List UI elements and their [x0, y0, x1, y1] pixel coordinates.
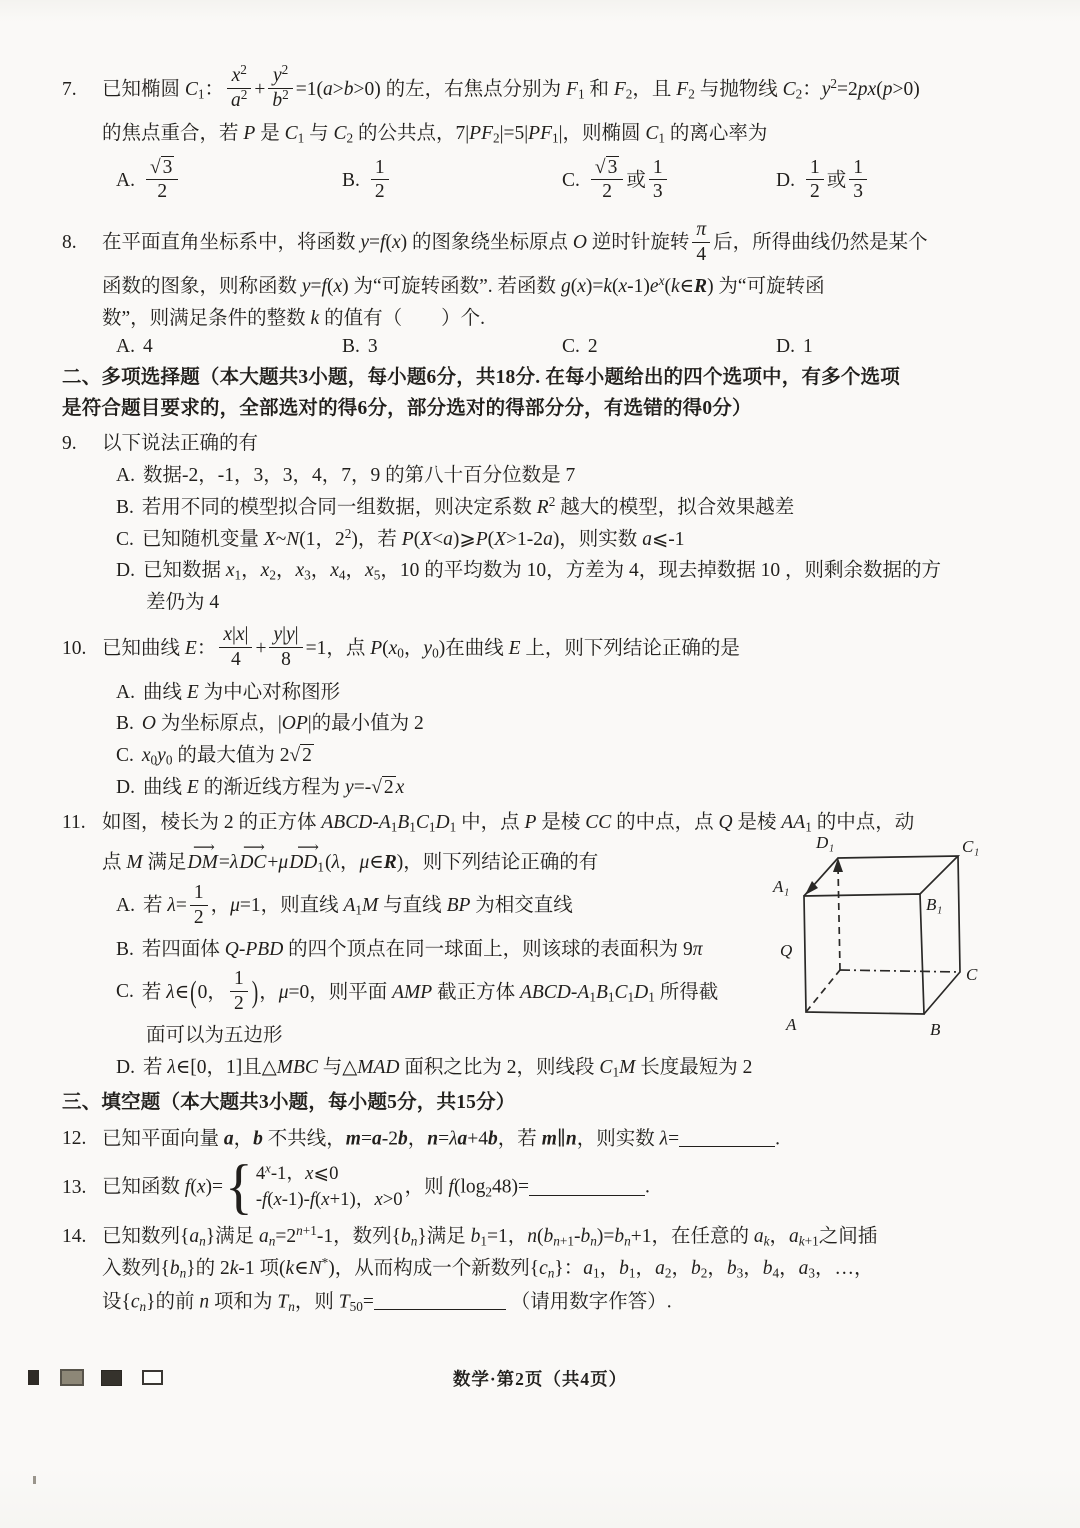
denominator: 2	[602, 181, 612, 203]
option-d: 差仍为 4	[146, 592, 220, 614]
question-13	[62, 1152, 1040, 1221]
option-letter: B.	[342, 335, 360, 357]
question-14	[62, 1222, 1040, 1317]
piecewise-cases	[224, 1152, 403, 1221]
option-a: A. 若 λ= $\frac{1}{2}$ ，μ=1，则直线 $A_1M$ 与直线 BP 为相交直线	[116, 881, 573, 928]
denominator: $b^2$	[272, 87, 289, 112]
question-text-line: 入数列$\{b_n\}$的 2k-1 项(k∈N*)，从而构成一个新数列$\{c_n\}$：$a_1$，$b_1$，$a_2$，$b_2$，$b_3$，$b_4$，$a_3$，…，	[102, 1255, 874, 1281]
denominator: $a^2$	[231, 87, 248, 112]
option-a: A. 数据-2，-1，3，3，4，7，9 的第八十百分位数是 7	[116, 465, 576, 486]
fraction	[849, 157, 867, 204]
options-row	[62, 336, 1040, 358]
heading-line: 三、填空题（本大题共3小题，每小题5分，共15分）	[62, 1091, 516, 1113]
option-c: C. 若 λ∈(0， $\frac{1}{2}$ )，μ=0，则平面 AMP 截正方体 ABCD-$A_1B_1C_1D_1$ 所得截	[116, 968, 719, 1014]
section-heading-fill-in	[62, 1088, 1040, 1118]
option-a	[116, 158, 342, 205]
question-text-line: 9. 以下说法正确的有	[62, 433, 259, 455]
fraction	[371, 157, 389, 204]
big-paren: (	[190, 977, 197, 1010]
option-letter: A.	[116, 681, 135, 703]
option-a: A. 4	[116, 335, 153, 357]
option-b	[342, 158, 562, 205]
question-text-line: 数”，则满足条件的整数 k 的值有（ ）个.	[102, 307, 485, 329]
denominator: 2	[809, 181, 820, 203]
option-letter: A.	[116, 895, 135, 917]
numerator: 1	[371, 157, 389, 181]
page-footer: 数学·第2页（共4页）	[452, 1369, 628, 1389]
option-letter: A.	[116, 169, 135, 191]
bold-vector: b	[488, 1128, 498, 1150]
question-number: 13.	[62, 1176, 87, 1198]
vector	[289, 838, 324, 876]
option-letter: D.	[776, 169, 795, 191]
option-letter: C.	[116, 981, 134, 1003]
question-number: 8.	[62, 232, 77, 254]
question-12	[62, 1123, 1040, 1154]
bold-vector: m	[345, 1128, 361, 1150]
bold-vector: a	[223, 1128, 234, 1150]
fraction	[649, 157, 667, 204]
denominator: 4	[231, 649, 241, 671]
bold-vector: b	[253, 1128, 263, 1150]
option-letter: B.	[342, 169, 360, 191]
question-text-line: 10. 已知曲线 E： $\frac{x|x|}{4}$ + $\frac{y|y|}{8}$ =1，点 $P(x_0$，$y_0$)在曲线 E 上，则下列结论正确的是	[62, 624, 740, 671]
question-text-line: 的焦点重合，若 P 是 $C_1$ 与 $C_2$ 的公共点，$7|PF_2|=5|PF_1|$，则椭圆 $C_1$ 的离心率为	[102, 122, 768, 146]
bold-vector: R	[694, 276, 708, 298]
question-text-line: 7. 已知椭圆 $C_1$： $\frac{x^2}{a^2}$ + $\frac{y^2}{b^2}$ =1(a>b>0) 的左，右焦点分别为 $F_1$ 和 $F_2$，且 $F_2$ 与抛物线 $C_2$：$y^2=2px(p>0)$	[62, 62, 920, 112]
radical-sign: √	[371, 776, 382, 798]
bold-vector: m	[541, 1128, 557, 1150]
numerator: 1	[849, 157, 867, 181]
question-text-line: 函数的图象，则称函数 y=f(x) 为“可旋转函数”. 若函数 $g(x)=k(x-1)e^x(k\in R)$ 为“可旋转函	[102, 273, 825, 298]
numerator: x|x|	[219, 624, 252, 648]
option-letter: D.	[116, 560, 135, 582]
registration-mark	[142, 1370, 163, 1385]
fraction	[269, 624, 302, 671]
question-number: 11.	[62, 811, 86, 833]
option-letter: B.	[116, 713, 134, 735]
fraction	[268, 62, 292, 112]
option-letter: B.	[116, 938, 134, 960]
vertex-label-q: Q	[780, 940, 793, 960]
cases-rows	[256, 1163, 403, 1212]
question-text-line: 点 M 满足 ⟶ DM=λ ⟶ DC+μ ⟶ $DD_1(\lambda$，μ∈R)，则下列结论正确的有	[102, 838, 599, 876]
vector	[239, 838, 267, 875]
sqrt	[595, 156, 619, 178]
radical-sign: √	[289, 745, 301, 767]
question-10	[62, 623, 1040, 803]
option-b: B. O 为坐标原点，|OP|的最小值为 2	[116, 713, 424, 735]
option-letter: B.	[116, 496, 134, 518]
sqrt	[289, 744, 313, 766]
option-d: D. 曲线 E 的渐近线方程为 y=-√ 2 x	[116, 776, 405, 798]
option-d: D. 若 λ∈[0，1]且△MBC 与△MAD 面积之比为 2，则线段 $C_1M$ 长度最短为 2	[116, 1057, 753, 1080]
section-heading-multiple-choice	[62, 363, 1040, 425]
bold-vector: R	[383, 852, 397, 874]
options-row	[62, 150, 1040, 212]
registration-mark	[28, 1370, 39, 1385]
fraction	[692, 219, 710, 266]
numerator: π	[692, 219, 710, 243]
denominator: 2	[233, 992, 244, 1014]
answer-blank	[679, 1126, 775, 1147]
question-9	[62, 429, 1040, 618]
fraction	[190, 882, 208, 929]
numerator: $y^2$	[268, 65, 292, 89]
cases-row: 4$^x$-1，x⩽0	[255, 1161, 339, 1184]
option-letter: A.	[116, 335, 135, 357]
option-d: D. 1	[776, 335, 813, 357]
numerator	[591, 157, 623, 181]
question-11	[62, 808, 1040, 1083]
denominator: 2	[157, 181, 168, 203]
vector-arrow: ⟶	[297, 838, 319, 856]
question-number: 7.	[62, 78, 77, 100]
vertex-label-c1: C₁	[962, 836, 980, 856]
registration-mark	[60, 1369, 84, 1386]
vertex-label-b1: B₁	[926, 894, 943, 914]
question-text-line: 12. 已知平面向量 a，b 不共线，m=a-2b，n=λa+4b，若 m∥n，则实数 λ= .	[62, 1123, 1040, 1154]
option-d: D. $\frac{1}{2}$ 或 $\frac{1}{3}$	[776, 158, 870, 205]
option-c: C. 2	[562, 335, 598, 357]
registration-marks	[28, 1366, 163, 1388]
vector-arrow: ⟶	[193, 838, 215, 856]
heading-line: 二、多项选择题（本大题共3小题，每小题6分，共18分. 在每小题给出的四个选项中，有多个选项	[62, 366, 900, 388]
option-b: B. 3	[342, 335, 378, 357]
radicand: 2	[302, 745, 312, 767]
fraction	[591, 157, 623, 204]
denominator: 3	[652, 181, 663, 203]
radical-sign: √	[149, 156, 161, 178]
vector	[187, 838, 218, 875]
numerator: 1	[806, 157, 824, 181]
option-letter: D.	[116, 1057, 135, 1079]
scan-artifact-tick	[33, 1476, 36, 1484]
question-number: 9.	[62, 433, 77, 455]
question-text-line: 11. 如图，棱长为 2 的正方体 ABCD-$A_1B_1C_1D_1$ 中，点 P 是棱 CC 的中点，点 Q 是棱 $AA_1$ 的中点，动	[62, 811, 915, 835]
numerator	[146, 157, 178, 181]
numerator: 1	[230, 968, 248, 992]
answer-blank	[374, 1289, 506, 1310]
option-letter: C.	[116, 528, 134, 550]
question-text-line: 8. 在平面直角坐标系中，将函数 y=f(x) 的图象绕坐标原点 O 逆时针旋转 $\frac{\pi}{4}$ 后，所得曲线仍然是某个	[62, 218, 928, 265]
denominator: 4	[696, 243, 707, 265]
fraction	[219, 624, 252, 671]
fraction	[227, 62, 251, 112]
vertex-label-a: A	[786, 1014, 797, 1034]
bold-vector: a	[371, 1128, 382, 1150]
fraction	[146, 157, 178, 204]
question-number: 14.	[62, 1226, 87, 1248]
denominator: 2	[374, 181, 385, 203]
numerator: 1	[649, 157, 667, 181]
option-letter: C.	[562, 169, 580, 191]
sqrt	[371, 776, 395, 798]
denominator: 3	[853, 181, 863, 203]
vertex-label-d1: D₁	[816, 832, 835, 852]
denominator: 8	[281, 649, 291, 671]
sqrt	[150, 156, 174, 178]
question-number: 10.	[62, 637, 87, 659]
registration-mark	[101, 1370, 122, 1386]
radicand: 3	[607, 156, 618, 178]
cases-brace: {	[224, 1152, 253, 1221]
option-c: C. $\frac{√ 3}{2}$ 或 $\frac{1}{3}$	[562, 158, 776, 205]
question-text-line: 设$\{c_n\}$的前 n 项和为 $T_n$，则 $T_{50}=$ （请用数字作答）.	[62, 1286, 1040, 1317]
bold-vector: n	[565, 1128, 577, 1150]
bold-vector: n	[427, 1128, 439, 1150]
radical-sign: √	[594, 156, 606, 178]
radicand: 2	[383, 776, 394, 798]
heading-line: 是符合题目要求的，全部选对的得6分，部分选对的得部分分，有选错的得0分）	[62, 398, 752, 420]
vertex-label-a1: A₁	[773, 876, 790, 896]
numerator: $x^2$	[227, 65, 251, 89]
numerator: 1	[190, 882, 208, 906]
question-8	[62, 217, 1040, 357]
option-b: B. 若四面体 Q-PBD 的四个顶点在同一球面上，则该球的表面积为 9π	[116, 938, 703, 960]
cube-figure	[768, 830, 1064, 1046]
vertex-label-b: B	[930, 1019, 941, 1039]
option-d: D. 已知数据 $x_1$，$x_2$，$x_3$，$x_4$，$x_5$，10 的平均数为 10，方差为 4，现去掉数据 10 ，则剩余数据的方	[116, 560, 941, 584]
option-c: C. $x_0y_0$ 的最大值为 2√ 2	[116, 745, 312, 768]
cases-row: -f(x-1)-f(x+1)，x>0	[255, 1188, 403, 1210]
option-c: C. 已知随机变量 X~N(1，$2^2$)，若 P(X<a)⩾P(X>1-2a)，则实数 a⩽-1	[116, 525, 685, 550]
radicand: 3	[162, 156, 173, 178]
option-b: B. 若用不同的模型拟合同一组数据，则决定系数 $R^2$ 越大的模型，拟合效果越差	[116, 493, 795, 518]
option-letter: D.	[776, 335, 795, 357]
option-letter: D.	[116, 776, 135, 798]
denominator: 2	[193, 906, 204, 928]
vector-body: DC	[239, 852, 267, 874]
numerator: y|y|	[269, 624, 302, 648]
question-number: 12.	[62, 1128, 87, 1150]
question-7	[62, 64, 1040, 212]
vertex-label-c: C	[966, 964, 978, 984]
question-text-line: 13. 已知函数 f(x)= { 4$^x$-1，x⩽0 -f(x-1)-f(x+1)，x>0 ，则 $f(\log_248)=$ .	[62, 1152, 650, 1221]
option-c: 面可以为五边形	[146, 1025, 283, 1047]
option-letter: C.	[562, 335, 580, 357]
fraction	[230, 968, 248, 1015]
vector-body: $DD_1$	[289, 852, 324, 876]
answer-blank	[529, 1174, 645, 1195]
question-text-line: 14. 已知数列$\{a_n\}$满足 $a_n=2^{n+1}-1$，数列$\{b_n\}$满足 $b_1=1$，$n(b_{n+1}-b_n)=b_n+1$，在任意的 $a_k$，$a_{k+1}$之间插	[62, 1223, 878, 1249]
bold-vector: b	[397, 1128, 408, 1150]
option-a: A. 曲线 E 为中心对称图形	[116, 681, 341, 703]
vector-arrowhead-dd1	[833, 858, 843, 872]
option-letter: C.	[116, 745, 134, 767]
option-letter: A.	[116, 465, 135, 486]
fraction	[806, 157, 824, 204]
vector-arrow: ⟶	[243, 838, 265, 856]
vector-body: DM	[187, 852, 218, 874]
big-paren: )	[251, 977, 259, 1010]
bold-vector: a	[457, 1128, 468, 1150]
